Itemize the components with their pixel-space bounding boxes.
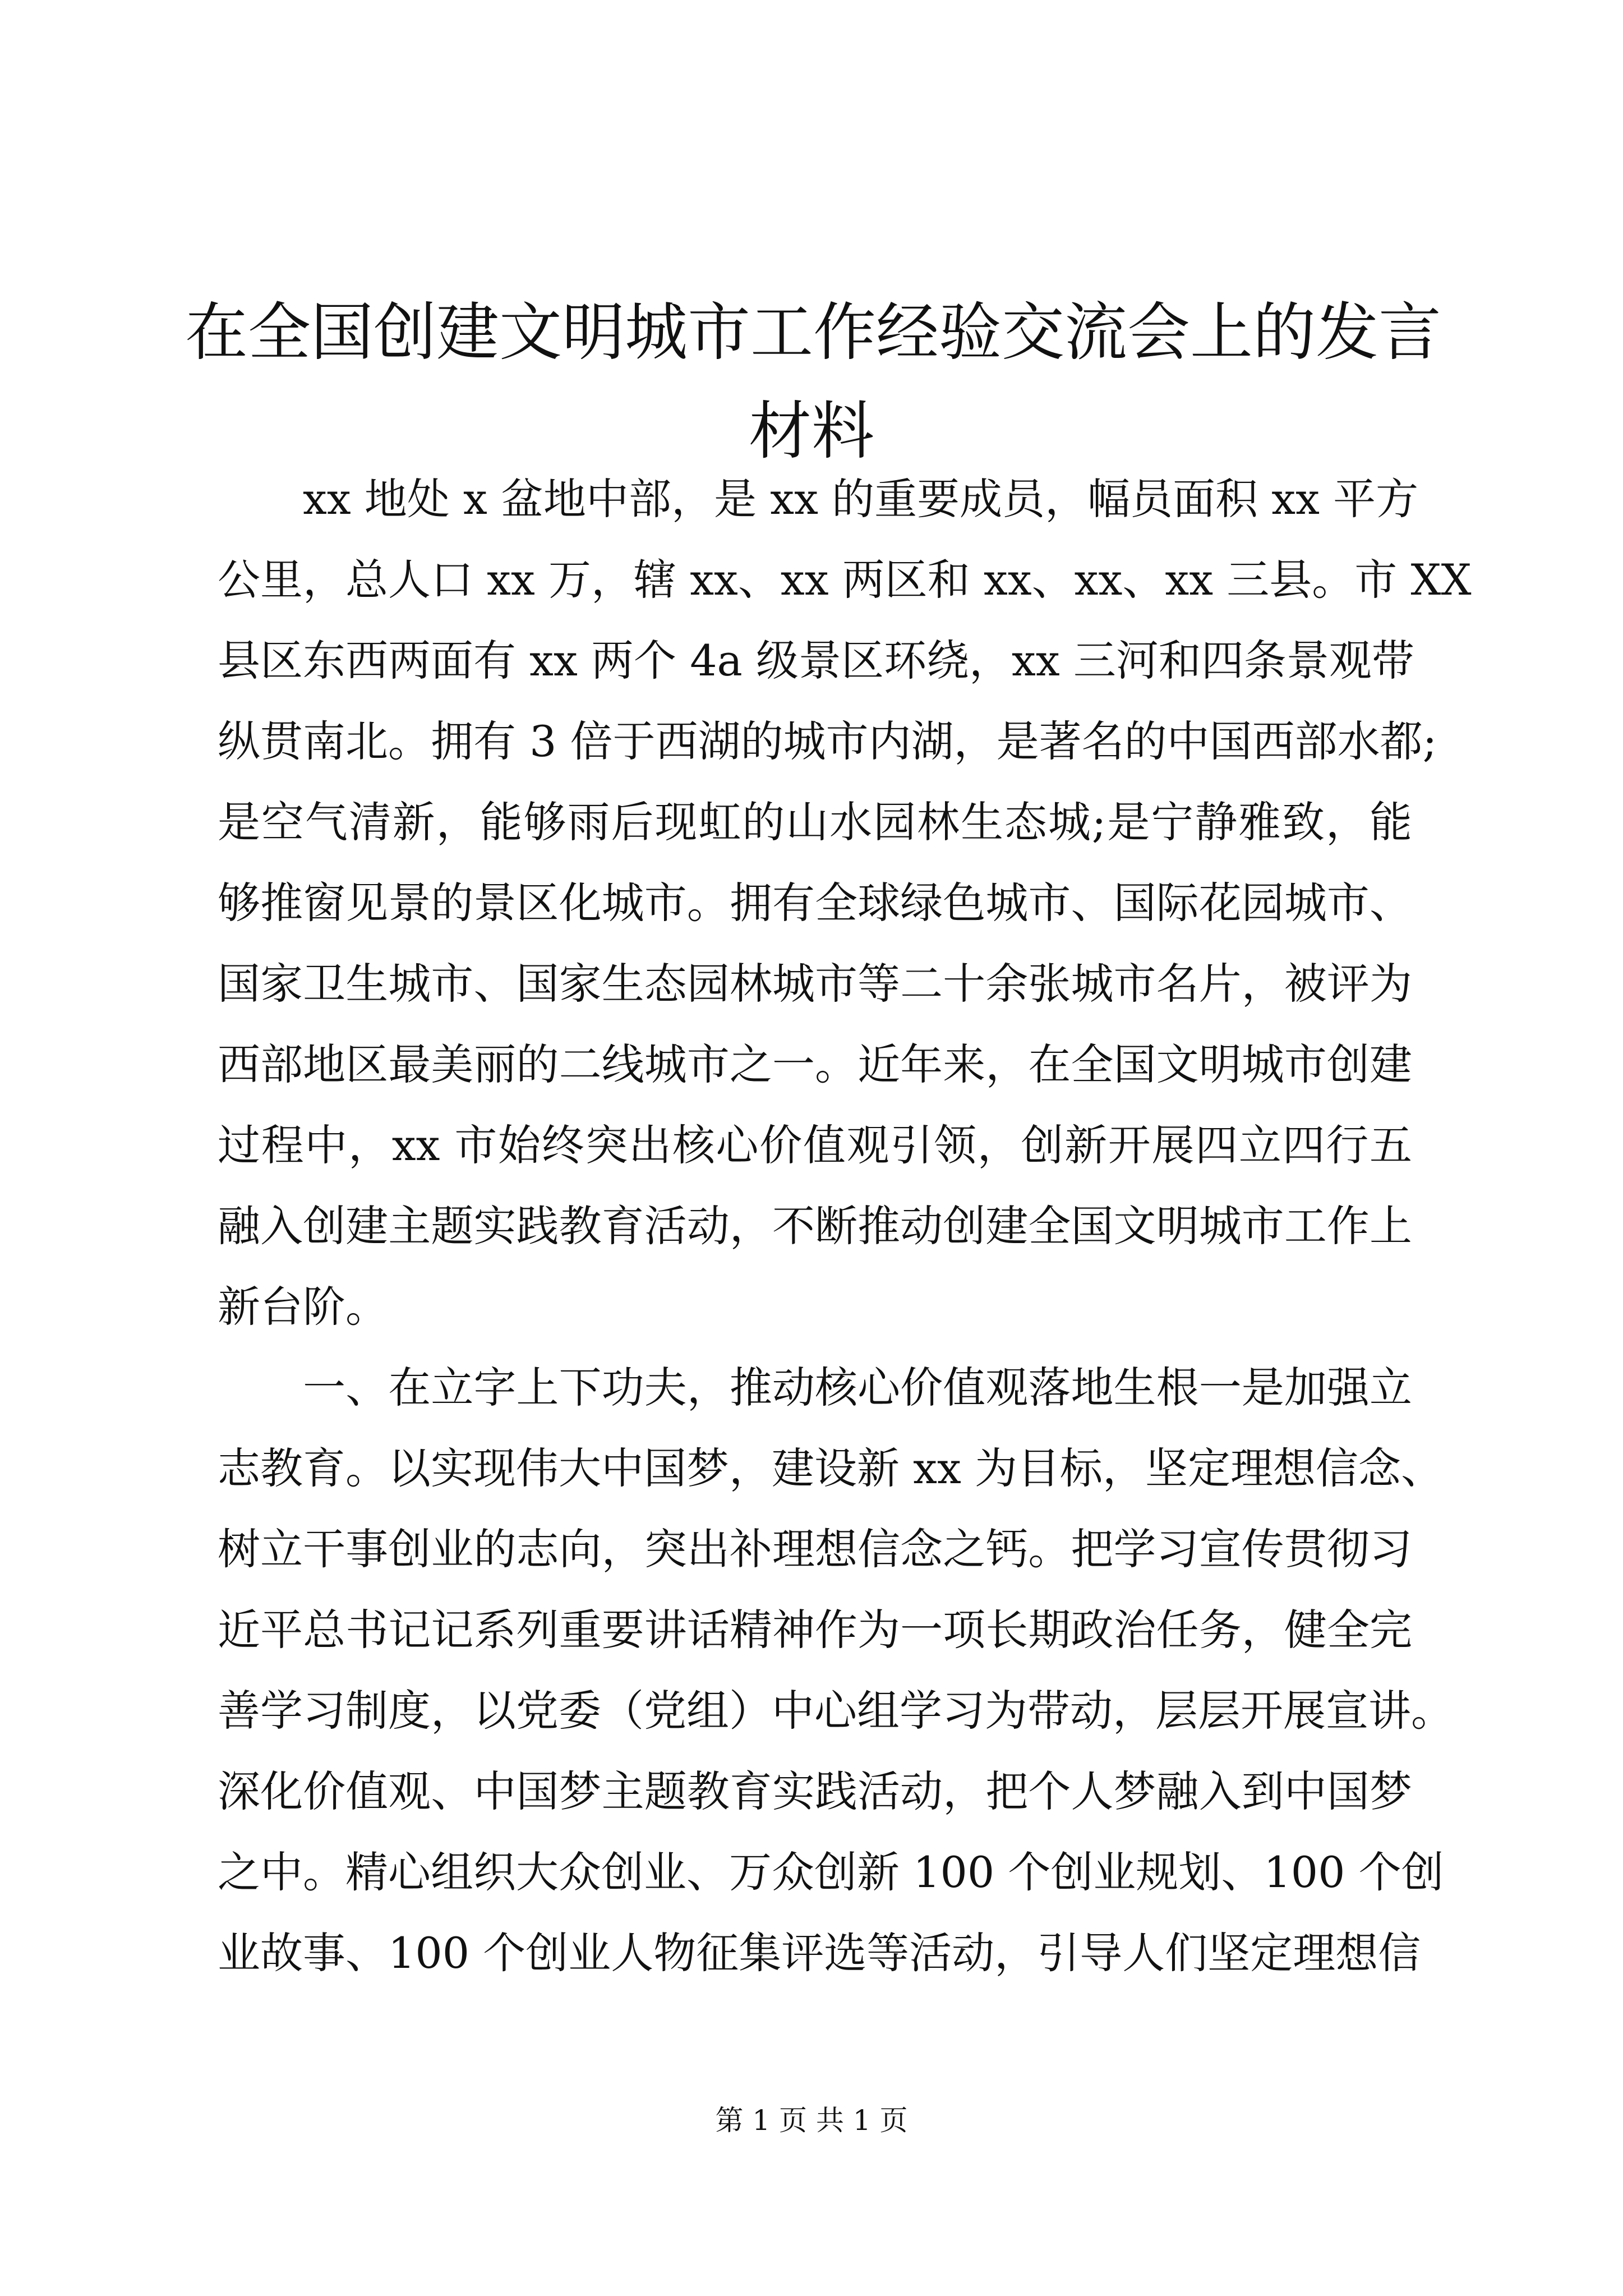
text-line: 国家卫生城市、国家生态园林城市等二十余张城市名片，被评为	[218, 959, 1412, 1009]
text-line: 新台阶。	[218, 1282, 388, 1332]
document-title	[185, 283, 1441, 481]
text-line: 公里，总人口 xx 万，辖 xx、xx 两区和 xx、xx、xx 三县。市 XX	[218, 555, 1472, 605]
text-line: 是空气清新，能够雨后现虹的山水园林生态城;是宁静雅致，能	[218, 797, 1412, 847]
text-line: 县区东西两面有 xx 两个 4a 级景区环绕，xx 三河和四条景观带	[218, 636, 1414, 685]
text-line: 志教育。以实现伟大中国梦，建设新 xx 为目标，坚定理想信念、	[218, 1443, 1444, 1493]
page-footer: 第 1 页 共 1 页	[715, 2104, 908, 2137]
title-line: 材料	[749, 395, 874, 468]
text-line: 一、在立字上下功夫，推动核心价值观落地生根一是加强立	[218, 1363, 1412, 1412]
text-line: 过程中，xx 市始终突出核心价值观引领，创新开展四立四行五	[218, 1120, 1412, 1170]
text-line: 够推窗见景的景区化城市。拥有全球绿色城市、国际花园城市、	[218, 878, 1412, 928]
text-line: 近平总书记记系列重要讲话精神作为一项长期政治任务，健全完	[218, 1605, 1412, 1655]
title-line: 在全国创建文明城市工作经验交流会上的发言	[185, 296, 1441, 369]
text-line: 深化价值观、中国梦主题教育实践活动，把个人梦融入到中国梦	[218, 1766, 1412, 1816]
text-line: 业故事、100 个创业人物征集评选等活动，引导人们坚定理想信	[218, 1928, 1421, 1978]
text-line: 树立干事创业的志向，突出补理想信念之钙。把学习宣传贯彻习	[218, 1524, 1412, 1574]
body-paragraph	[218, 1347, 1454, 1994]
text-line: 融入创建主题实践教育活动，不断推动创建全国文明城市工作上	[218, 1201, 1412, 1251]
text-line: 西部地区最美丽的二线城市之一。近年来，在全国文明城市创建	[218, 1039, 1412, 1089]
text-line: xx 地处 x 盆地中部，是 xx 的重要成员，幅员面积 xx 平方	[218, 474, 1419, 524]
document-body	[218, 459, 1472, 1994]
text-line: 之中。精心组织大众创业、万众创新 100 个创业规划、100 个创	[218, 1847, 1444, 1897]
text-line: 善学习制度，以党委（党组）中心组学习为带动，层层开展宣讲。	[218, 1686, 1454, 1736]
body-paragraph	[218, 459, 1472, 1347]
text-line: 纵贯南北。拥有 3 倍于西湖的城市内湖，是著名的中国西部水都;	[218, 716, 1437, 766]
